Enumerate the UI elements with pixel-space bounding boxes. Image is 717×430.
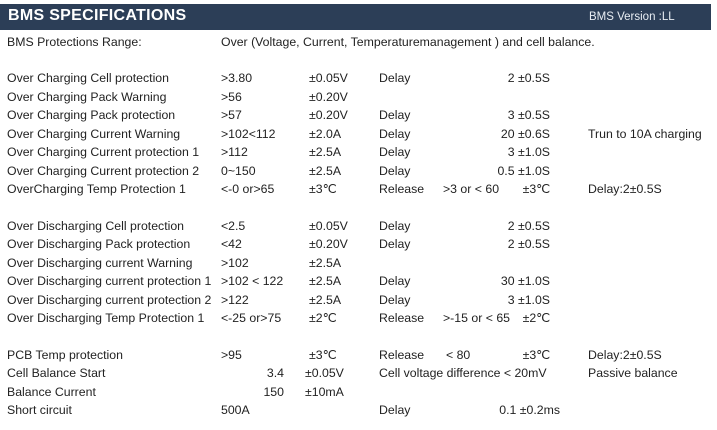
- param-kind: Delay: [379, 274, 411, 288]
- param-kind: Delay: [379, 163, 411, 178]
- param-name: PCB Temp protection: [7, 347, 123, 362]
- table-row: [0, 254, 717, 272]
- param-value: 3.4: [266, 366, 284, 380]
- param-tolerance: ±0.20V: [309, 108, 348, 122]
- param-name: Over Discharging Temp Protection 1: [7, 311, 205, 325]
- param-name: Over Charging Pack protection: [7, 108, 176, 122]
- table-row: [0, 272, 717, 290]
- param-value: 150: [263, 384, 284, 399]
- param-kind: Delay: [379, 145, 411, 159]
- table-row: [0, 364, 717, 382]
- param-value: >3.80: [221, 71, 253, 85]
- table-row: [0, 309, 717, 327]
- param-kind: Delay: [379, 403, 411, 417]
- param-value: >102: [221, 255, 249, 270]
- param-kind: Delay: [379, 237, 411, 251]
- version-label: BMS Version :LL: [589, 11, 675, 23]
- param-note: Passive balance: [588, 366, 678, 380]
- param-kind: Cell voltage difference < 20mV: [379, 366, 547, 380]
- param-note: Delay:2±0.5S: [588, 182, 662, 196]
- param-time: 30 ±1.0S: [500, 274, 550, 288]
- param-value: >112: [221, 145, 248, 159]
- param-value: >57: [221, 108, 242, 122]
- param-value: 500A: [221, 403, 250, 417]
- param-name: Balance Current: [7, 384, 96, 399]
- range-row: [0, 33, 717, 51]
- param-note: Delay:2±0.5S: [588, 347, 662, 362]
- param-time: 3 ±1.0S: [507, 292, 550, 307]
- spec-header: [0, 4, 711, 30]
- param-name: Over Discharging current protection 1: [7, 274, 212, 288]
- table-row: [0, 291, 717, 309]
- param-value: >102<112: [221, 126, 276, 141]
- param-kind: Delay: [379, 218, 411, 233]
- param-value: >56: [221, 89, 242, 104]
- param-time: 20 ±0.6S: [500, 126, 550, 141]
- table-row: [0, 217, 717, 235]
- param-tolerance: ±2.0A: [309, 126, 342, 141]
- param-value: 0~150: [221, 163, 256, 178]
- param-value: <-25 or>75: [221, 311, 282, 325]
- table-row: [0, 180, 717, 198]
- range-value: Over (Voltage, Current, Temperaturemanagement ) and cell balance.: [221, 35, 595, 49]
- table-row: [0, 88, 717, 106]
- param-name: Over Discharging Cell protection: [7, 218, 185, 233]
- param-tolerance: ±0.05V: [309, 218, 348, 233]
- table-row: [0, 235, 717, 253]
- param-kind: Delay: [379, 71, 411, 85]
- param-tolerance: ±0.20V: [309, 237, 348, 251]
- param-tolerance: ±0.05V: [305, 366, 344, 380]
- param-tolerance: ±2.5A: [309, 292, 342, 307]
- table-row: [0, 401, 717, 419]
- param-name: Over Charging Pack Warning: [7, 89, 167, 104]
- table-row: [0, 125, 717, 143]
- param-name: Over Charging Current protection 1: [7, 145, 200, 159]
- param-tolerance: ±0.20V: [309, 89, 348, 104]
- param-value: >95: [221, 347, 242, 362]
- param-kind: Delay: [379, 126, 411, 141]
- param-time: 3 ±0.5S: [507, 108, 550, 122]
- param-value: <-0 or>65: [221, 182, 275, 196]
- page-title: BMS SPECIFICATIONS: [8, 7, 187, 24]
- param-time: 0.1 ±0.2ms: [499, 403, 560, 417]
- table-row: [0, 69, 717, 87]
- table-row: [0, 106, 717, 124]
- range-label: BMS Protections Range:: [7, 35, 142, 49]
- param-tolerance: ±2℃: [309, 311, 337, 325]
- param-time: ±3℃: [522, 347, 550, 362]
- param-time: 3 ±1.0S: [507, 145, 550, 159]
- param-kind: Release: [379, 311, 425, 325]
- param-name: Over Charging Current protection 2: [7, 163, 200, 178]
- param-condition: < 80: [446, 347, 471, 362]
- param-condition: >3 or < 60: [443, 182, 500, 196]
- param-tolerance: ±3℃: [309, 182, 337, 196]
- param-time: 0.5 ±1.0S: [497, 163, 550, 178]
- param-name: Short circuit: [7, 403, 72, 417]
- table-row: [0, 143, 717, 161]
- table-row: [0, 162, 717, 180]
- param-kind: Delay: [379, 108, 411, 122]
- param-tolerance: ±10mA: [305, 384, 344, 399]
- param-time: ±3℃: [522, 182, 550, 196]
- param-tolerance: ±2.5A: [309, 145, 342, 159]
- param-name: Over Discharging current protection 2: [7, 292, 212, 307]
- table-row: [0, 383, 717, 401]
- param-name: Over Discharging current Warning: [7, 255, 193, 270]
- param-name: Over Charging Current Warning: [7, 126, 181, 141]
- param-name: OverCharging Temp Protection 1: [7, 182, 186, 196]
- param-time: 2 ±0.5S: [507, 237, 550, 251]
- param-name: Over Discharging Pack protection: [7, 237, 191, 251]
- param-value: <2.5: [221, 218, 246, 233]
- param-kind: Release: [379, 182, 425, 196]
- param-tolerance: ±2.5A: [309, 274, 342, 288]
- param-time: 2 ±0.5S: [507, 71, 550, 85]
- param-tolerance: ±0.05V: [309, 71, 348, 85]
- param-tolerance: ±2.5A: [309, 255, 342, 270]
- param-time: ±2℃: [522, 311, 550, 325]
- param-kind: Release: [379, 347, 425, 362]
- param-time: 2 ±0.5S: [507, 218, 550, 233]
- param-value: >102 < 122: [221, 274, 284, 288]
- param-name: Cell Balance Start: [7, 366, 106, 380]
- param-tolerance: ±3℃: [309, 347, 337, 362]
- param-tolerance: ±2.5A: [309, 163, 342, 178]
- param-value: >122: [221, 292, 249, 307]
- param-condition: >-15 or < 65: [443, 311, 510, 325]
- spec-sheet: [0, 30, 717, 430]
- param-kind: Delay: [379, 292, 411, 307]
- param-value: <42: [221, 237, 242, 251]
- param-note: Trun to 10A charging: [588, 126, 702, 141]
- table-row: [0, 346, 717, 364]
- param-name: Over Charging Cell protection: [7, 71, 169, 85]
